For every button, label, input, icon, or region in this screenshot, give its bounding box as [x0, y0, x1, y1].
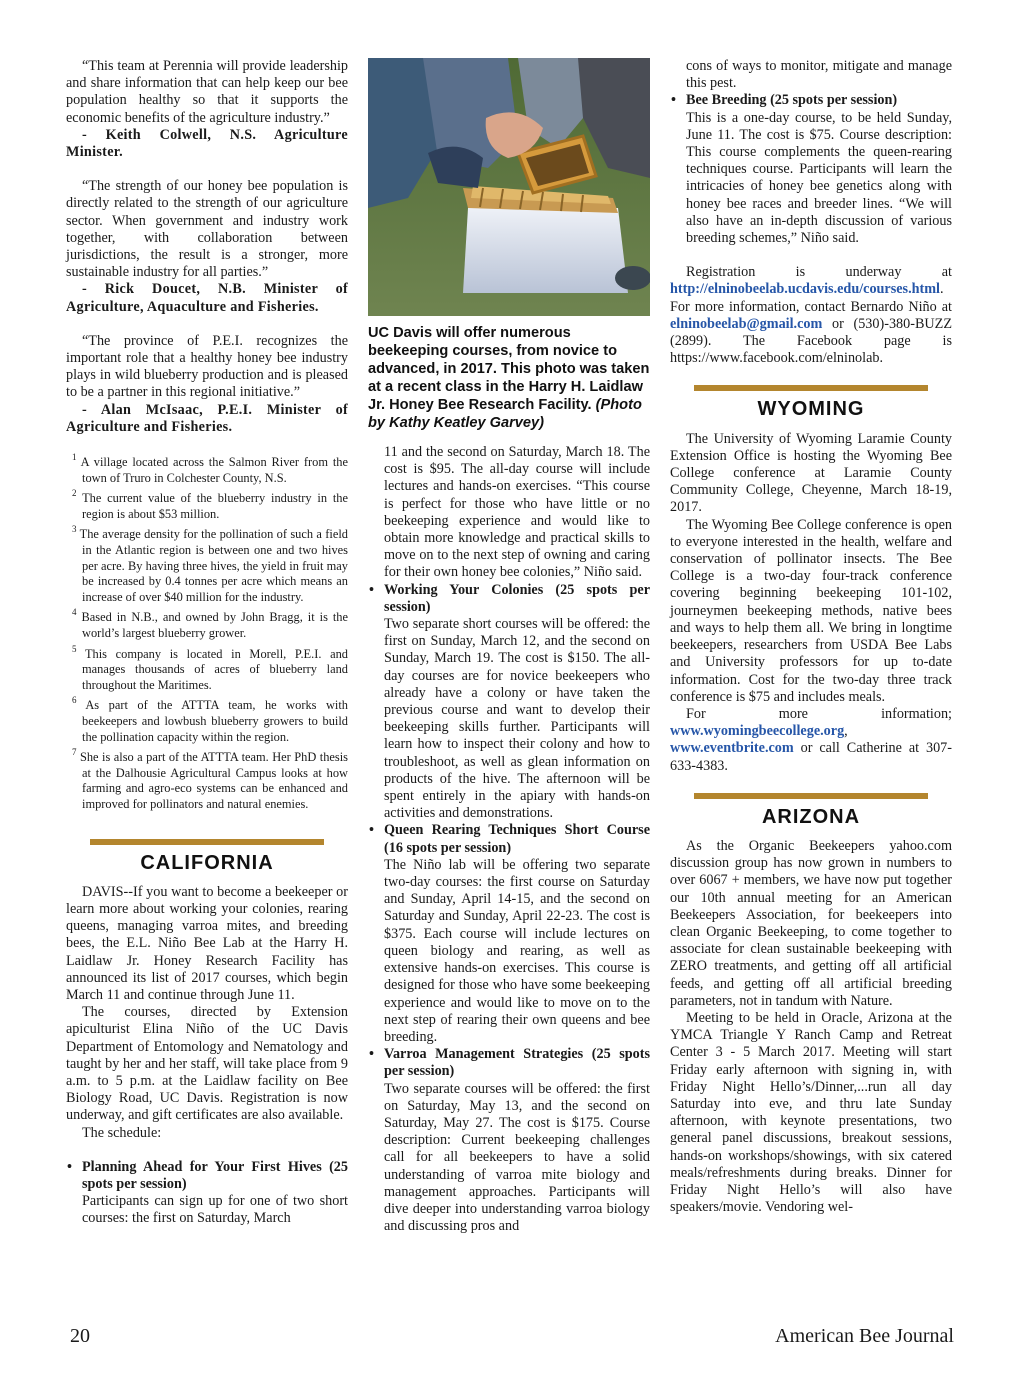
signature-rick-doucet: - Rick Doucet, N.B. Minister of Agriculture, Aquaculture and Fisheries.	[66, 281, 348, 315]
journal-name: American Bee Journal	[775, 1325, 954, 1347]
course-title: Queen Rearing Techniques Short Course (16 spots per session)	[384, 822, 650, 856]
quote-alan-mcisaac: “The province of P.E.I. recognizes the important role that a healthy honey bee industry plays in wild blueberry production and is pleased to be a partner in this regional initiative.”	[66, 332, 348, 401]
course-description: The Niño lab will be offering two separate two-day courses: the first course on Saturday and Sunday, April 14-15, and the second on Saturday and Sunday, April 22-23. The cost is $375. Each course will include lectures on queen biology and rearing, as well as extensive hands-on exercises. This course is designed for those who have some beekeeping experience and would like to move on to the next step of rearing their own queens and bee breeding.	[384, 856, 650, 1045]
arizona-paragraph-2: Meeting to be held in Oracle, Arizona at the YMCA Triangle Y Ranch Camp and Retreat Center 3 - 5 March 2017. Meeting will start Friday early afternoon with signing in, with Friday Night Hello’s/Dinner,...run all day Saturday into eve, and thru late Sunday afternoon, with keynote presentations, two general panel discussions, breakout sessions, hands-on workshops/showings, with six catered meals/refreshments during breaks. Dinner for Friday Night Hello’s will also have speakers/movie. Vendoring wel-	[670, 1009, 952, 1216]
section-heading-wyoming: WYOMING	[757, 398, 865, 421]
california-paragraph-3: The schedule:	[82, 1124, 162, 1141]
wyoming-paragraph-2: The Wyoming Bee College conference is open to everyone interested in the health, welfare and conservation of pollinator insects. The Bee College is a two-day four-track conference covering beginning beekeeping 101-102, journeymen beekeeping methods, native bees and ways to help them all. We bring in longtime beekeepers, researchers from USDA Bee Labs and University professors for up to-date information. Cost for the two-day three track conference is $75 and includes meals.	[670, 516, 952, 705]
bullet-icon: •	[671, 92, 676, 109]
email-link[interactable]: elninobeelab@gmail.com	[670, 315, 823, 332]
page-number: 20	[70, 1325, 90, 1347]
column-right	[670, 58, 952, 1216]
signature-keith-colwell: - Keith Colwell, N.S. Agriculture Minister.	[66, 126, 348, 161]
bullet-icon: •	[369, 1046, 374, 1063]
bullet-icon: •	[369, 581, 374, 598]
quote-keith-colwell: “This team at Perennia will provide leadership and share information that can help keep our bee population healthy so that it supports the economic benefits of the agriculture industry.”	[66, 58, 348, 126]
footnote-4: $^4$ Based in N.B., and owned by John Bragg, it is the world’s largest blueberry grower.	[72, 607, 348, 640]
course-continuation: cons of ways to monitor, mitigate and manage this pest.	[686, 58, 952, 92]
wyoming-beecollege-link[interactable]: www.wyomingbeecollege.org	[670, 723, 845, 740]
section-divider	[694, 793, 928, 799]
section-divider	[90, 839, 324, 845]
photo-caption: UC Davis will offer numerous beekeeping courses, from novice to advanced, in 2017. This photo was taken at a recent class in the Harry H. Laidlaw Jr. Honey Bee Research Facility. (Photo by Kathy Keatley Garvey)	[368, 325, 650, 431]
course-description: Two separate courses will be offered: the first on Saturday, May 13, and the second on Saturday, May 27. The cost is $175. Course description: Current beekeeping challenges call for all beekeepers to have a solid understanding of varroa mite biology and management approaches. Participants will dive deeper into understanding varroa biology and discussing pros and	[384, 1080, 650, 1235]
california-paragraph-2: The courses, directed by Extension apiculturist Elina Niño of the UC Davis Department of Entomology and Nematology and taught by her and her staff, will take place from 9 a.m. to 5 p.m. at the Laidlaw facility on Bee Biology Road, UC Davis. Registration is now underway, and gift certificates are also available.	[66, 1004, 348, 1124]
wyoming-paragraph-3: For more information; www.wyomingbeecollege.org, www.eventbrite.com or call Catherine at 307-633-4383.	[670, 705, 952, 774]
section-divider	[694, 385, 928, 391]
footnote-5: $^5$ This company is located in Morell, P.E.I. and manages thousands of acres of blueberry land throughout the Maritimes.	[72, 643, 348, 692]
course-title: Planning Ahead for Your First Hives (25 spots per session)	[82, 1158, 348, 1192]
registration-paragraph: Registration is underway at http://elninobeelab.ucdavis.edu/courses.html. For more information, contact Bernardo Niño at elninobeelab@gmail.com or (530)-380-BUZZ (2899). The Facebook page is https://www.facebook.com/elninolab.	[670, 264, 952, 367]
wyoming-paragraph-1: The University of Wyoming Laramie County Extension Office is hosting the Wyoming Bee College conference at Laramie County Community College, Cheyenne, March 18-19, 2017.	[670, 430, 952, 516]
course-description: This is a one-day course, to be held Sunday, June 11. The cost is $75. Course description: This course complements the queen-rearing techniques course. Participants will learn the intricacies of honey bee genetics along with honey bee races and breeder lines. “We will also have an in-depth discussion of various breeding schemes,” Niño said.	[686, 109, 952, 247]
signature-alan-mcisaac: - Alan McIsaac, P.E.I. Minister of Agriculture and Fisheries.	[66, 401, 348, 435]
bullet-icon: •	[67, 1158, 72, 1175]
column-left	[66, 58, 348, 1228]
bullet-icon: •	[369, 822, 374, 839]
footnote-7: $^7$ She is also a part of the ATTTA team. Her PhD thesis at the Dalhousie Agricultural Campus looks at how farming and agro-eco systems can be enhanced and improved for pollinators and natural enemies.	[72, 747, 348, 811]
course-bullet-planning-ahead	[66, 1159, 348, 1228]
footnote-1: $^1$ A village located across the Salmon River from the town of Truro in Colchester County, N.S.	[72, 452, 348, 485]
arizona-paragraph-1: As the Organic Beekeepers yahoo.com discussion group has now grown in numbers to over 6067 + members, we have now put together our 10th annual meeting for an American Beekeepers Association, for beekeepers into clean Organic Beekeeping, to come together to associate for clean sustainable beekeeping with ZERO treatments, and getting off all artificial feeds, and getting off all artificial breeding parameters, not in tandum with Nature.	[670, 837, 952, 1009]
quote-rick-doucet: “The strength of our honey bee population is directly related to the strength of our agriculture sector. When government and industry work together, with collaboration between jurisdictions, the result is a stronger, more sustainable industry for all parties.”	[66, 178, 348, 281]
course-description: Participants can sign up for one of two short courses: the first on Saturday, March	[82, 1193, 348, 1227]
courses-link[interactable]: http://elninobeelab.ucdavis.edu/courses.html	[670, 281, 940, 298]
footnote-3: $^3$ The average density for the pollination of such a field in the Atlantic region is between one and two hives per acre. By having three hives, the yield in fruit may be increased by 0.4 tonnes per acre which means an increase of over $40 million for the industry.	[72, 524, 348, 604]
course-description: Two separate short courses will be offered: the first on Sunday, March 12, and the second on Sunday, March 19. The cost is $150. The all-day courses are for novice beekeepers who already have a colony or have taken the previous course and want to develop their beekeeping skills further. Participants will learn how to inspect their colony and how to troubleshoot, as well as glean information on products of the hive. The afternoon will be spent entirely in the apiary with hands-on activities and demonstrations.	[384, 616, 650, 822]
course-bullet-queen-rearing	[368, 822, 650, 1046]
course-bullet-varroa-management	[368, 1046, 650, 1235]
section-heading-california: CALIFORNIA	[140, 851, 274, 874]
beekeeping-class-photo	[368, 58, 650, 316]
photo-credit: (Photo by Kathy Keatley Garvey)	[368, 397, 642, 431]
course-title: Working Your Colonies (25 spots per session)	[384, 581, 650, 615]
course-title: Varroa Management Strategies (25 spots per session)	[384, 1046, 650, 1080]
course-continuation: 11 and the second on Saturday, March 18. The cost is $95. The all-day course will include lectures and hands-on exercises. “This course is perfect for those who have little or no beekeeping experience and would like to obtain more knowledge and practical skills to move on to the next step of owning and caring for their own honey bee colonies,” Niño said.	[384, 444, 650, 581]
footnote-6: $^6$ As part of the ATTTA team, he works with beekeepers and lowbush blueberry growers to build the pollination capacity within the region.	[72, 695, 349, 744]
course-bullet-bee-breeding	[670, 92, 952, 247]
eventbrite-link[interactable]: www.eventbrite.com	[670, 740, 794, 757]
california-paragraph-1: DAVIS--If you want to become a beekeeper or learn more about working your colonies, rearing queens, managing varroa mites, and breeding bees, the E.L. Niño Bee Lab at the Harry H. Laidlaw Jr. Honey Research Facility has announced its list of 2017 courses, which begin March 11 and continue through June 11.	[66, 883, 348, 1003]
column-middle	[368, 58, 650, 1235]
course-bullet-working-colonies	[368, 582, 650, 823]
course-title: Bee Breeding (25 spots per session)	[686, 92, 898, 109]
footnote-2: $^2$ The current value of the blueberry industry in the region is about $53 million.	[72, 488, 348, 521]
footnotes	[66, 450, 348, 812]
section-heading-arizona: ARIZONA	[761, 805, 861, 828]
